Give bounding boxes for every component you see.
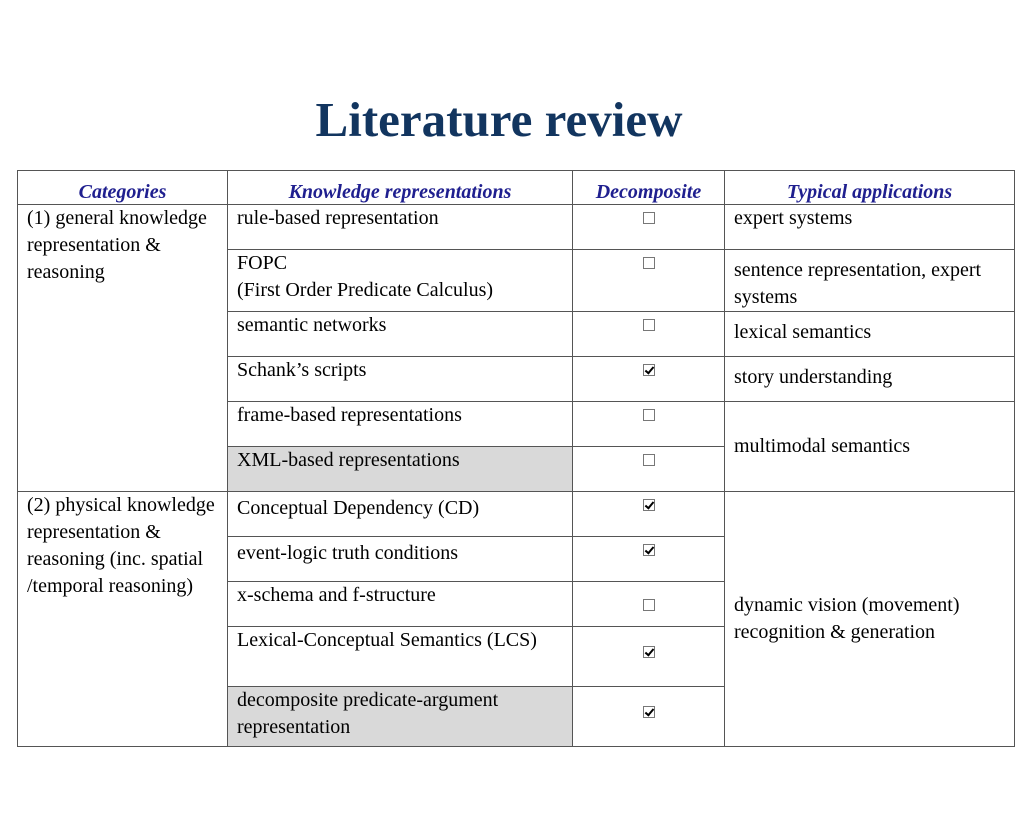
checked-checkbox-icon[interactable] bbox=[643, 544, 655, 556]
unchecked-checkbox-icon[interactable] bbox=[643, 409, 655, 421]
unchecked-checkbox-icon[interactable] bbox=[643, 257, 655, 269]
kr-cell: Schank’s scripts bbox=[228, 357, 573, 402]
kr-cell: semantic networks bbox=[228, 312, 573, 357]
table-header-row bbox=[18, 171, 1015, 205]
header-knowledge-representations: Knowledge representations bbox=[228, 171, 573, 205]
application-cell: multimodal semantics bbox=[725, 402, 1015, 492]
application-cell: expert systems bbox=[725, 205, 1015, 250]
kr-cell: x-schema and f-structure bbox=[228, 582, 573, 627]
category-physical: (2) physical knowledge representation & reasoning (inc. spatial /temporal reasoning) bbox=[18, 492, 228, 747]
header-decomposite: Decomposite bbox=[573, 171, 725, 205]
header-categories: Categories bbox=[18, 171, 228, 205]
kr-line: (First Order Predicate Calculus) bbox=[237, 279, 494, 301]
application-cell: lexical semantics bbox=[725, 312, 1015, 357]
decomposite-cell bbox=[573, 537, 725, 582]
table-row bbox=[18, 492, 1015, 537]
unchecked-checkbox-icon[interactable] bbox=[643, 212, 655, 224]
category-general: (1) general knowledge representation & reasoning bbox=[18, 205, 228, 492]
decomposite-cell bbox=[573, 250, 725, 312]
kr-cell: Conceptual Dependency (CD) bbox=[228, 492, 573, 537]
decomposite-cell bbox=[573, 687, 725, 747]
literature-review-table bbox=[17, 170, 1015, 747]
application-cell: dynamic vision (movement) recognition & generation bbox=[725, 492, 1015, 747]
header-typical-applications: Typical applications bbox=[725, 171, 1015, 205]
unchecked-checkbox-icon[interactable] bbox=[643, 319, 655, 331]
kr-cell bbox=[228, 250, 573, 312]
checked-checkbox-icon[interactable] bbox=[643, 646, 655, 658]
kr-cell: XML-based representations bbox=[228, 447, 573, 492]
kr-cell: Lexical-Conceptual Semantics (LCS) bbox=[228, 627, 573, 687]
kr-cell: event-logic truth conditions bbox=[228, 537, 573, 582]
decomposite-cell bbox=[573, 447, 725, 492]
decomposite-cell bbox=[573, 582, 725, 627]
application-cell: story understanding bbox=[725, 357, 1015, 402]
decomposite-cell bbox=[573, 402, 725, 447]
checked-checkbox-icon[interactable] bbox=[643, 364, 655, 376]
kr-line: FOPC bbox=[237, 252, 288, 274]
unchecked-checkbox-icon[interactable] bbox=[643, 454, 655, 466]
decomposite-cell bbox=[573, 357, 725, 402]
checked-checkbox-icon[interactable] bbox=[643, 499, 655, 511]
application-cell: sentence representation, expert systems bbox=[725, 250, 1015, 312]
kr-cell: decomposite predicate-argument representation bbox=[228, 687, 573, 747]
decomposite-cell bbox=[573, 312, 725, 357]
decomposite-cell bbox=[573, 627, 725, 687]
page-title: Literature review bbox=[315, 92, 683, 147]
kr-cell: rule-based representation bbox=[228, 205, 573, 250]
decomposite-cell bbox=[573, 492, 725, 537]
unchecked-checkbox-icon[interactable] bbox=[643, 599, 655, 611]
kr-cell: frame-based representations bbox=[228, 402, 573, 447]
checked-checkbox-icon[interactable] bbox=[643, 706, 655, 718]
table-row bbox=[18, 205, 1015, 250]
decomposite-cell bbox=[573, 205, 725, 250]
